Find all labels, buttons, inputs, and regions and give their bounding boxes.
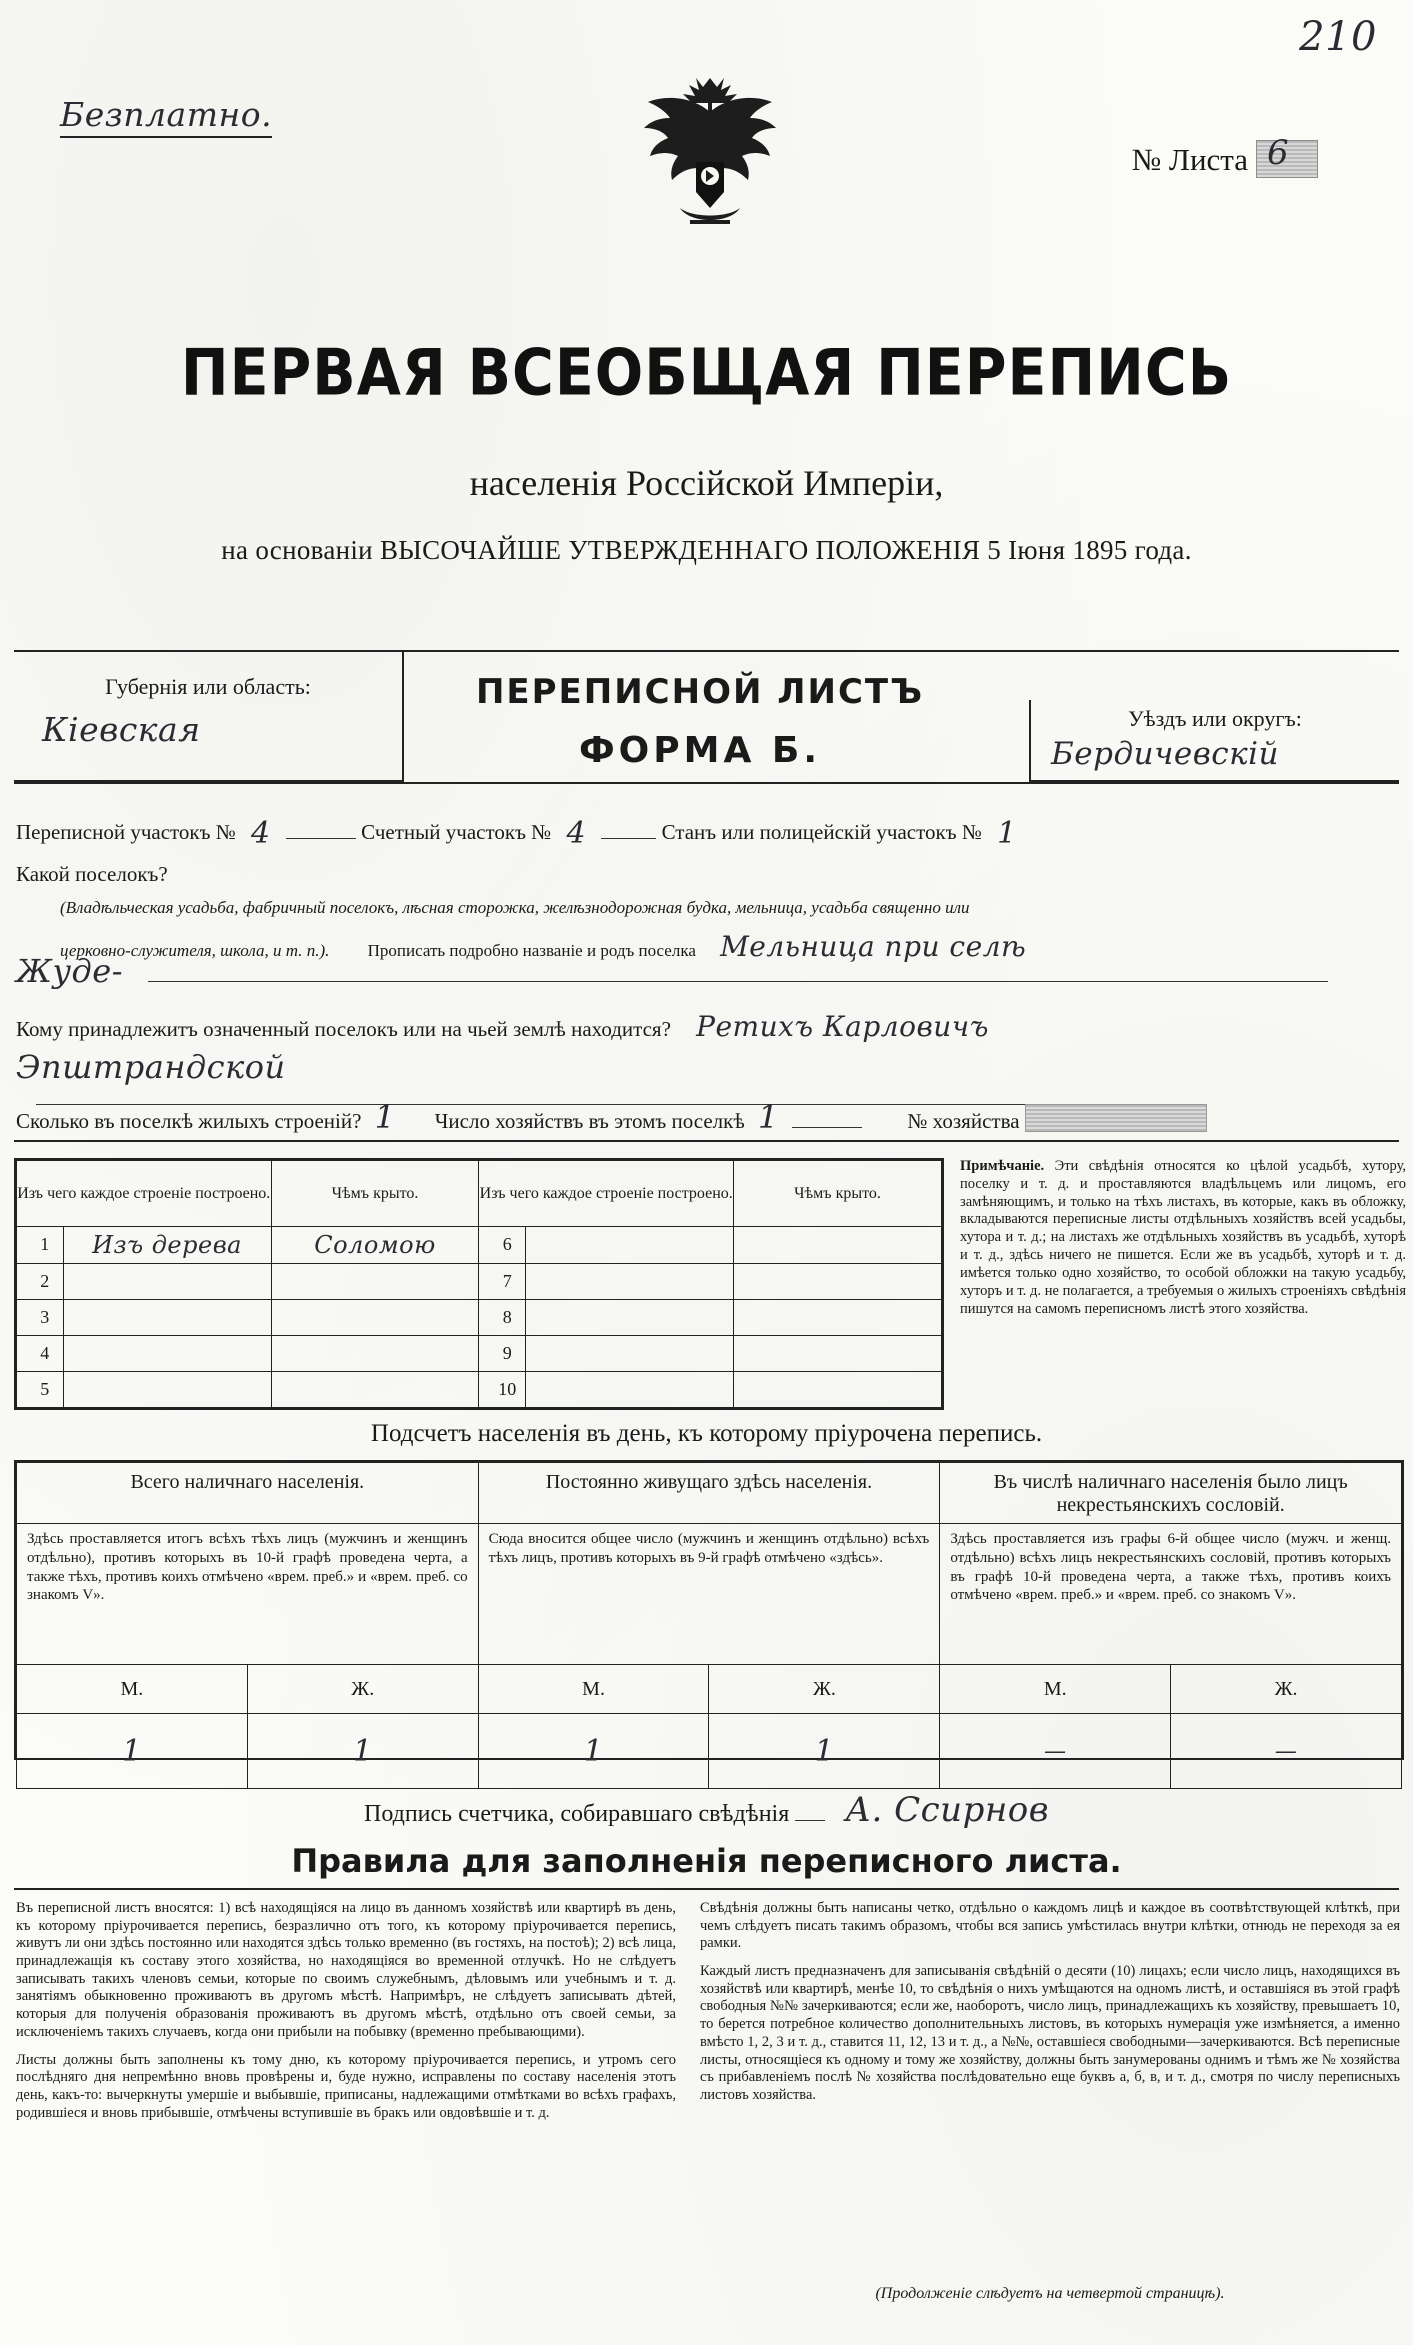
enumerator-signature-line [0,1790,1413,1830]
uezd-value: Бердичевскій [1051,736,1280,772]
stan-value: 1 [997,816,1017,851]
rules-left-column [16,1900,676,2132]
row-roof: Соломою [271,1227,479,1263]
row-material [526,1263,734,1299]
stan-label: Станъ или полицейскій участокъ № [661,820,982,844]
buildings-header-material-left: Изъ чего каждое строеніе построено. [17,1161,272,1227]
population-count-title: Подсчетъ населенія въ день, къ которому пріурочена перепись. [370,1420,1043,1447]
rules-left-para-1: Въ переписной листъ вносятся: 1) всѣ находящіяся на лицо въ данномъ хозяйствѣ или квартирѣ въ день, къ которому пріурочивается перепись, безразлично отъ того, къ которому пріурочивается перепись, живутъ ли они здѣсь постоянно или находятся здѣсь только временно (въ гостяхъ, на постоѣ); 2) всѣ лица, принадлежащія къ составу этого хозяйства, но находящіяся во временной отлучкѣ. Но не слѣдуетъ записывать такихъ членовъ семьи, которые по своимъ служебнымъ, дѣловымъ или учебнымъ и т. д. занятіямъ обыкновенно проживаютъ въ другомъ мѣстѣ. Напримѣръ, не слѣдуетъ записывать дѣтей, которыя для полученія образованія проживаютъ въ другомъ мѣстѣ, отдѣльно отъ своей семьи, за исключеніемъ такихъ случаевъ, когда они прибыли на побывку (временно пребывающими). [16,1900,676,2040]
table-row [17,1263,942,1299]
rules-title: Правила для заполненія переписного листа. [291,1842,1122,1880]
page-title: ПЕРВАЯ ВСЕОБЩАЯ ПЕРЕПИСЬ [180,336,1233,410]
row-number: 5 [17,1371,64,1407]
row-roof [734,1299,942,1335]
owner-value-left: Эпштрандской [16,1048,286,1086]
population-col1-female-label: Ж. [247,1665,478,1714]
row-material [526,1335,734,1371]
schetny-value: 4 [566,816,587,851]
table-row [17,1227,942,1263]
rules-right-para-2: Каждый листъ предназначенъ для записыванія свѣдѣній о десяти (10) лицахъ; если число лицъ, находящихся въ хозяйствѣ или квартирѣ, менѣе 10, то свѣдѣнія о нихъ умѣщаются на одномъ листѣ, и оставшіяся въ этой графѣ свободныя №№ зачеркиваются; если же, наоборотъ, число лицъ, принадлежащихъ къ хозяйству, превышаетъ 10, то берется потребное количество дополнительныхъ листовъ, въ которыхъ нумерація уже измѣняется, а именно вмѣсто 1, 2, 3 и т. д., ставится 11, 12, 13 и т. д., а №№, оставшіеся свободными—зачеркиваются. Всѣ переписные листы, относящіеся къ одному и тому же хозяйству, должны быть занумерованы однимъ и тѣмъ же № хозяйства съ прибавленіемъ послѣ № хозяйства послѣдовательно еще буквъ а, б, в, и т. д., смотря по числу переписныхъ листовъ хозяйства. [700,1963,1400,2103]
folio-number: 210 [1299,14,1377,60]
divider-4 [14,1888,1399,1890]
sheet-number-redaction [1256,133,1318,178]
row-roof [734,1263,942,1299]
household-no-label: № хозяйства [907,1109,1020,1133]
district-line [16,812,1406,851]
population-col2-male-label: М. [478,1665,709,1714]
note-block [960,1158,1406,1410]
row-roof [734,1335,942,1371]
population-col1-male-label: М. [17,1665,248,1714]
sheet-number-label: № Листа [1131,142,1248,177]
rules-right-para-1: Свѣдѣнія должны быть написаны четко, отдѣльно о каждомъ лицѣ и каждое въ соотвѣтствующей клѣткѣ, при чемъ слѣдуетъ писать такимъ образомъ, чтобы вся запись умѣстилась внутри клѣтки, отнюдь не переходя за ея рамки. [700,1900,1400,1952]
rules-right-column [700,1900,1400,2115]
sheet-number-field [1131,133,1318,178]
buildings-value: 1 [374,1098,396,1136]
sheet-number-value: 6 [1267,133,1290,173]
row-number: 4 [17,1335,64,1371]
table-row [17,1371,942,1407]
imperial-eagle-crest-icon [620,70,800,240]
owner-question-label: Кому принадлежитъ означенный поселокъ или на чьей землѣ находится? [16,1017,671,1041]
row-number: 7 [479,1263,526,1299]
row-number: 6 [479,1227,526,1263]
buildings-header-roof-left: Чѣмъ крыто. [271,1161,479,1227]
row-material [63,1335,271,1371]
uchastok-value: 4 [251,816,271,851]
gubernia-value: Кіевская [42,710,201,749]
row-number: 2 [17,1263,64,1299]
poselok-question-label: Какой поселокъ? [16,862,168,886]
row-material: Изъ дерева [63,1227,271,1263]
row-roof [734,1371,942,1407]
row-material [63,1299,271,1335]
population-col2-header: Постоянно живущаго здѣсь населенія. [478,1463,940,1524]
form-title: ПЕРЕПИСНОЙ ЛИСТЪ [475,672,925,712]
gubernia-label: Губернія или область: [105,674,311,699]
counts-line [16,1098,1406,1136]
settlement-hint-2-text: церковно-служителя, школа, и т. п.). [60,941,330,960]
gubernia-field [14,652,404,782]
settlement-value-right: Мельница при селѣ [720,930,1027,963]
row-material [63,1371,271,1407]
uezd-field [1029,700,1399,782]
population-col2-body: Сюда вносится общее число (мужчинъ и женщинъ отдѣльно) всѣхъ тѣхъ лицъ, противъ которыхъ въ 9-й графѣ отмѣчено «здѣсь». [478,1524,940,1665]
continuation-note: (Продолженіе слѣдуетъ на четвертой страницѣ). [875,2285,1225,2302]
settlement-value-left: Жуде- [16,952,124,990]
owner-value-right: Ретихъ Карловичъ [696,1010,989,1043]
row-roof [734,1227,942,1263]
page-subtitle: населенія Россійской Имперіи, [469,463,944,503]
household-no-redaction [1025,1104,1207,1132]
row-material [526,1299,734,1335]
households-value: 1 [758,1098,779,1136]
uchastok-label: Переписной участокъ № [16,820,236,844]
table-row [17,1335,942,1371]
signature-label: Подпись счетчика, собиравшаго свѣдѣнія [363,1801,790,1827]
row-roof [271,1335,479,1371]
divider-2 [14,782,1399,784]
note-text: Эти свѣдѣнія относятся ко цѣлой усадьбѣ, хутору, поселку и т. д. и проставляются владѣльцемъ или лицомъ, его замѣняющимъ, и только на тѣхъ листахъ, въ которые, какъ въ обложку, вкладываются переписные листы отдѣльныхъ хозяйствъ всей усадьбы, хутора и т. д.; на листахъ же отдѣльныхъ хозяйствъ въ усадьбѣ, хуторѣ и т. д., здѣсь ничего не пишется. Если же въ усадьбѣ, хуторѣ и т. д. имѣется только одно хозяйство, то особой обложки на такую усадьбу, хуторъ и т. д. не полагается, а требуемыя о жилыхъ строеніяхъ свѣдѣнія пишутся на самомъ переписномъ листѣ этого хозяйства. [960,1158,1406,1317]
rules-left-para-2: Листы должны быть заполнены къ тому дню, къ которому пріурочивается перепись, и утромъ сего послѣдняго дня непремѣнно вновь провѣрены и, буде нужно, исправлены по составу населенія этотъ день, какъ-то: вычеркнуты умершіе и выбывшіе, приписаны, надлежащими отмѣтками во всѣхъ графахъ, родившіеся и вновь прибывшіе, отмѣчены вступившіе въ бракъ или овдовѣвшіе и т. д. [16,2051,676,2121]
buildings-header-roof-right: Чѣмъ крыто. [734,1161,942,1227]
settlement-prescribe-label: Прописать подробно названіе и родъ поселка [367,941,696,960]
population-col3-body: Здѣсь проставляется изъ графы 6-й общее число (мужч. и женщ. отдѣльно) всѣхъ лицъ некрестьянскихъ сословій, противъ которыхъ въ графѣ 10-й проведена черта, а также тѣхъ, противъ коихъ отмѣчено «врем. преб.» и «врем. преб. со знакомъ V». [940,1524,1402,1665]
population-col3-male-value: — [940,1714,1171,1789]
row-roof [271,1263,479,1299]
population-col1-header: Всего наличнаго населенія. [17,1463,479,1524]
table-row [17,1299,942,1335]
row-number: 8 [479,1299,526,1335]
uezd-label: Уѣздъ или округъ: [1128,706,1302,731]
schetny-label: Счетный участокъ № [361,820,552,844]
population-col1-body: Здѣсь проставляется итогъ всѣхъ тѣхъ лицъ (мужчинъ и женщинъ отдѣльно), противъ которыхъ въ 10-й графѣ проведена черта, а также тѣхъ, противъ коихъ отмѣчено «врем. преб.» и «врем. преб. со знакомъ V». [17,1524,479,1665]
row-number: 9 [479,1335,526,1371]
households-question-label: Число хозяйствъ въ этомъ поселкѣ [434,1109,745,1133]
population-col3-female-value: — [1171,1714,1402,1789]
row-material [526,1371,734,1407]
row-roof [271,1299,479,1335]
row-number: 10 [479,1371,526,1407]
population-col1-female-value: 1 [247,1714,478,1789]
buildings-table [14,1158,944,1410]
legal-basis-line: на основаніи ВЫСОЧАЙШЕ УТВЕРЖДЕННАГО ПОЛОЖЕНІЯ 5 Іюня 1895 года. [221,535,1192,565]
population-table [14,1460,1404,1769]
row-material [63,1263,271,1299]
divider-3 [14,1140,1399,1142]
population-col2-male-value: 1 [478,1714,709,1789]
free-of-charge-label: Безплатно. [60,95,272,138]
signature-value: А. Ссирнов [845,1790,1049,1830]
population-col1-male-value: 1 [17,1714,248,1789]
population-col3-female-label: Ж. [1171,1665,1402,1714]
settlement-value-line [16,952,1406,990]
population-col2-female-label: Ж. [709,1665,940,1714]
note-title: Примѣчаніе. [960,1158,1045,1174]
buildings-header-material-right: Изъ чего каждое строеніе построено. [479,1161,734,1227]
population-col3-header: Въ числѣ наличнаго населенія было лицъ некрестьянскихъ сословій. [940,1463,1402,1524]
form-letter: ФОРМА Б. [578,730,822,771]
population-col3-male-label: М. [940,1665,1171,1714]
row-roof [271,1371,479,1407]
settlement-question [16,862,1406,887]
owner-question-line [16,1010,1406,1043]
settlement-hint-1: (Владѣльческая усадьба, фабричный поселокъ, лѣсная сторожка, желѣзнодорожная будка, мельница, усадьба священно или [60,898,970,917]
row-number: 3 [17,1299,64,1335]
population-col2-female-value: 1 [709,1714,940,1789]
buildings-question-label: Сколько въ поселкѣ жилыхъ строеній? [16,1109,362,1133]
row-number: 1 [17,1227,64,1263]
row-material [526,1227,734,1263]
